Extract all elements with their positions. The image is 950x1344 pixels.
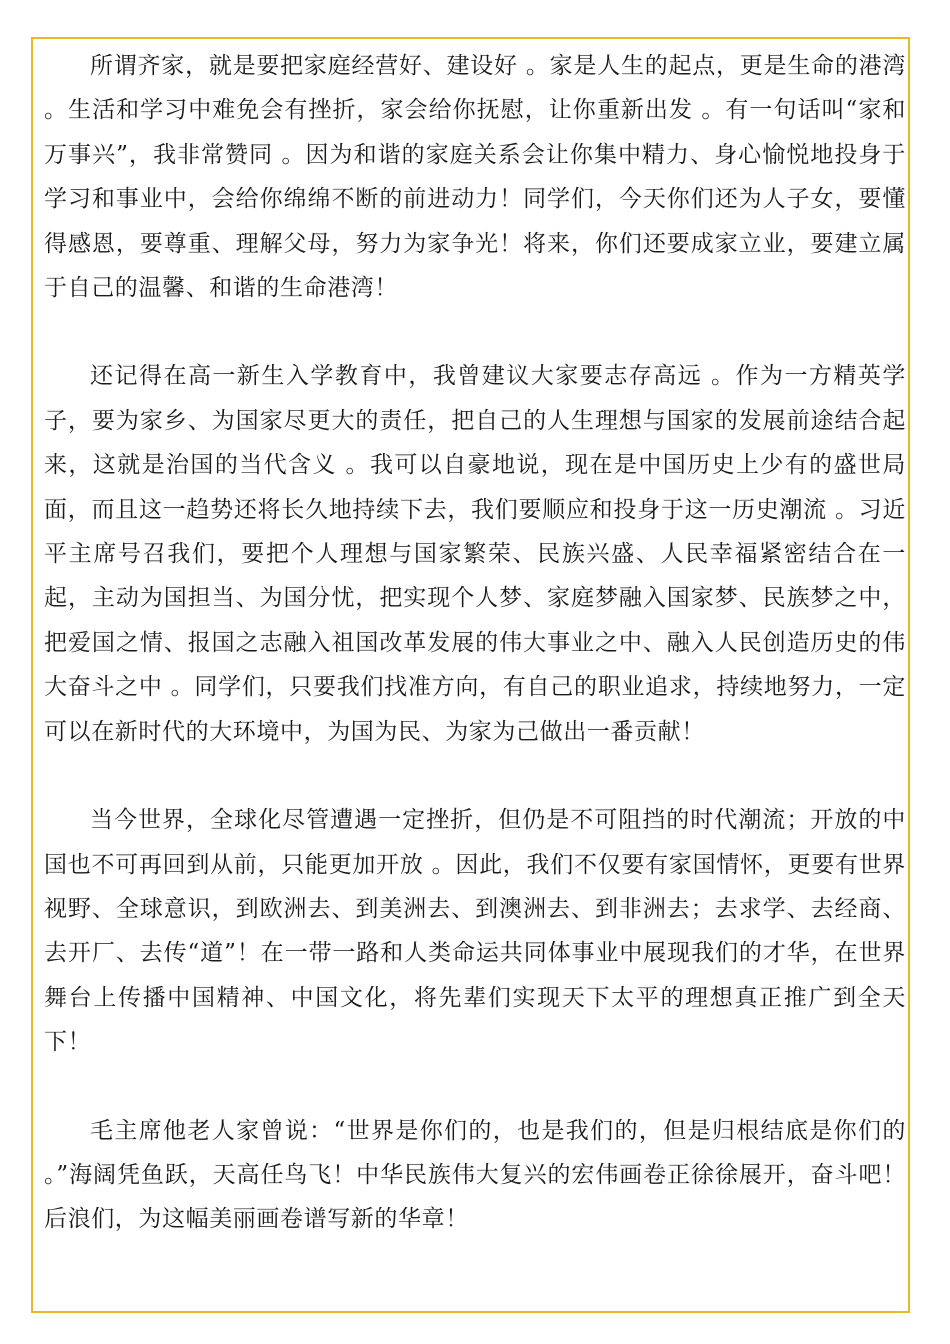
paragraph-nation: 还记得在高一新生入学教育中，我曾建议大家要志存高远 。作为一方精英学子，要为家乡、为国家尽更大的责任，把自己的人生理想与国家的发展前途结合起来，这就是治国的当代含义 。我可以自豪地说，现在是中国历史上少有的盛世局面，而且这一趋势还将长久地持续下去，我们要顺应和投身于这一历史潮流 。习近平主席号召我们，要把个人理想与国家繁荣、民族兴盛、人民幸福紧密结合在一起，主动为国担当、为国分忧，把实现个人梦、家庭梦融入国家梦、民族梦之中，把爱国之情、报国之志融入祖国改革发展的伟大事业之中、融入人民创造历史的伟大奋斗之中 。同学们，只要我们找准方向，有自己的职业追求，持续地努力，一定可以在新时代的大环境中，为国为民、为家为己做出一番贡献！: [44, 363, 906, 745]
paragraph-closing: 毛主席他老人家曾说：“世界是你们的，也是我们的，但是归根结底是你们的 。”海阔凭鱼跃，天高任鸟飞！中华民族伟大复兴的宏伟画卷正徐徐展开，奋斗吧！后浪们，为这幅美丽画卷谱写新的华章！: [44, 1117, 906, 1233]
paragraph-world: 当今世界，全球化尽管遭遇一定挫折，但仍是不可阻挡的时代潮流；开放的中国也不可再回到从前，只能更加开放 。因此，我们不仅要有家国情怀，更要有世界视野、全球意识，到欧洲去、到美洲去、到澳洲去、到非洲去；去求学、去经商、去开厂、去传“道”！在一带一路和人类命运共同体事业中展现我们的才华，在世界舞台上传播中国精神、中国文化，将先辈们实现天下太平的理想真正推广到全天下！: [44, 807, 906, 1056]
document-body: [44, 44, 906, 1242]
paragraph-family: 所谓齐家，就是要把家庭经营好、建设好 。家是人生的起点，更是生命的港湾 。生活和学习中难免会有挫折，家会给你抚慰，让你重新出发 。有一句话叫“家和万事兴”，我非常赞同 。因为和谐的家庭关系会让你集中精力、身心愉悦地投身于学习和事业中，会给你绵绵不断的前进动力！同学们，今天你们还为人子女，要懂得感恩，要尊重、理解父母，努力为家争光！将来，你们还要成家立业，要建立属于自己的温馨、和谐的生命港湾！: [44, 53, 906, 302]
